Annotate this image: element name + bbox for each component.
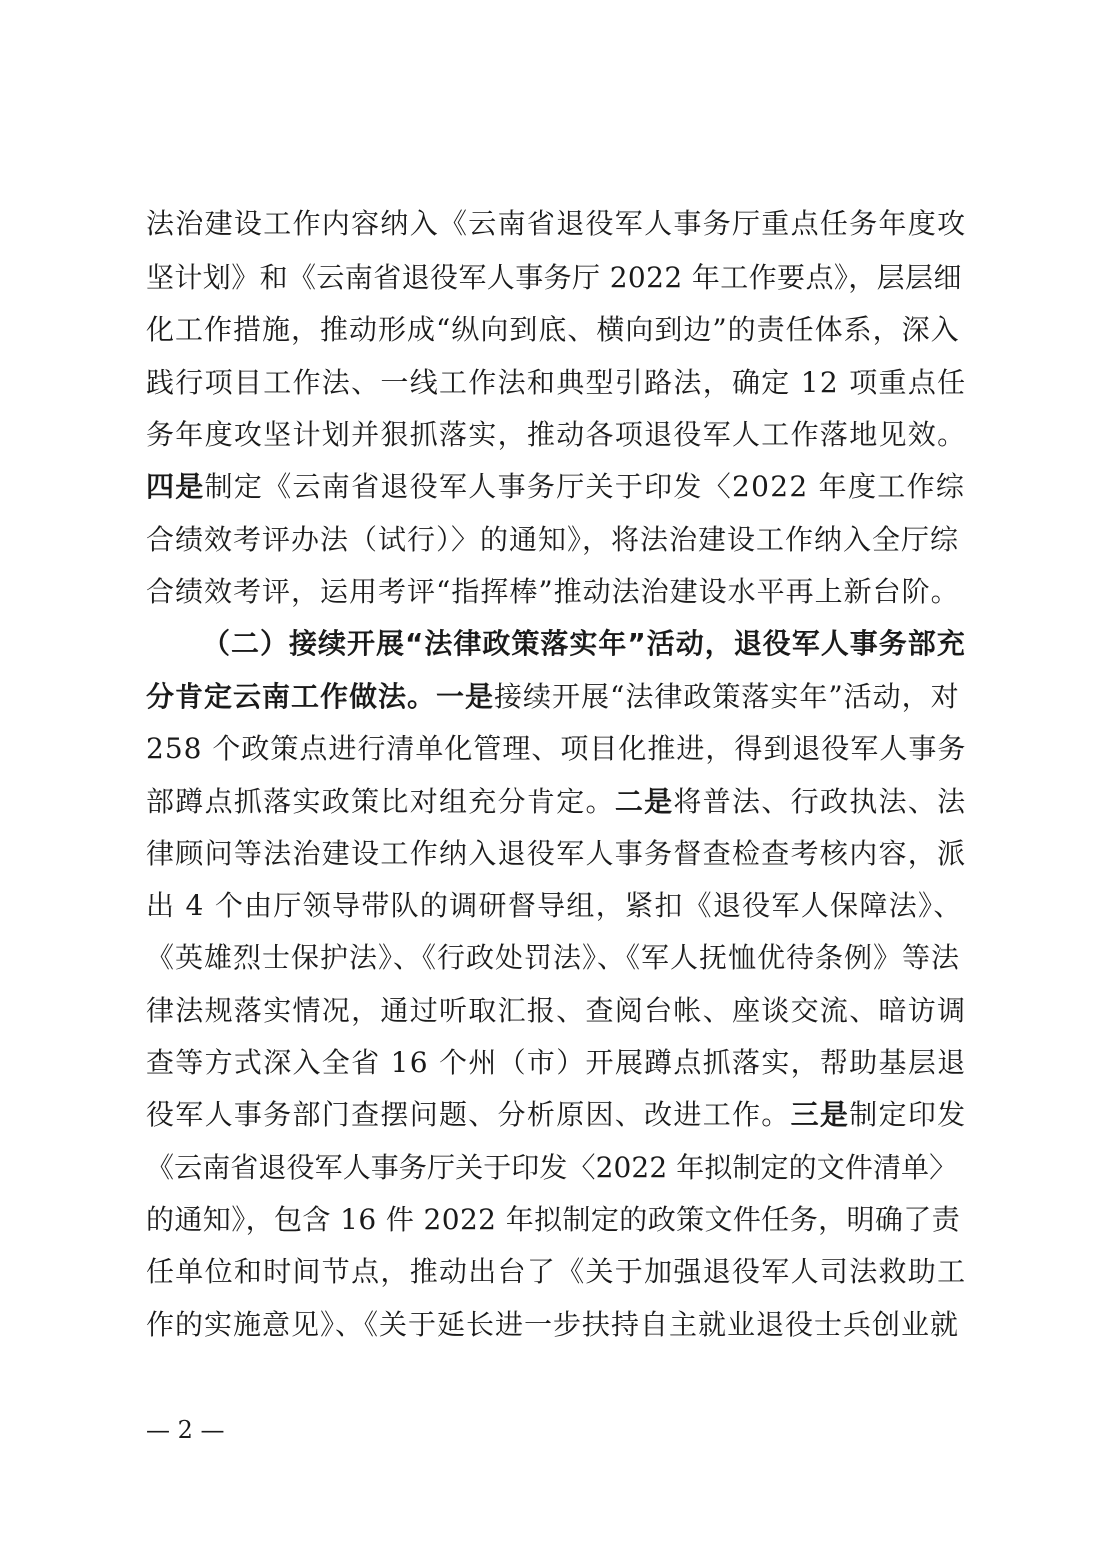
text-line: 任单位和时间节点，推动出台了《关于加强退役军人司法救助工: [146, 1255, 967, 1288]
text-line: 四是制定《云南省退役军人事务厅关于印发〈2022 年度工作综: [146, 470, 966, 503]
page-number: — 2 —: [146, 1416, 225, 1444]
text-line: 律顾问等法治建设工作纳入退役军人事务督查检查考核内容，派: [146, 837, 967, 870]
text-line: 的通知》，包含 16 件 2022 年拟制定的政策文件任务，明确了责: [146, 1203, 961, 1236]
text-line: 作的实施意见》、《关于延长进一步扶持自主就业退役士兵创业就: [146, 1308, 960, 1341]
text-line: 践行项目工作法、一线工作法和典型引路法，确定 12 项重点任: [146, 366, 967, 399]
text-line: 258 个政策点进行清单化管理、项目化推进，得到退役军人事务: [146, 732, 967, 765]
text-line: 部蹲点抓落实政策比对组充分肯定。二是将普法、行政执法、法: [146, 785, 967, 818]
text-line: 出 4 个由厅领导带队的调研督导组，紧扣《退役军人保障法》、: [146, 889, 963, 922]
text-line: 务年度攻坚计划并狠抓落实，推动各项退役军人工作落地见效。: [146, 418, 967, 451]
text-line: 化工作措施，推动形成“纵向到底、横向到边”的责任体系，深入: [146, 313, 960, 346]
text-line: 合绩效考评，运用考评“指挥棒”推动法治建设水平再上新台阶。: [146, 575, 960, 608]
text-line: 查等方式深入全省 16 个州（市）开展蹲点抓落实，帮助基层退: [146, 1046, 967, 1079]
text-line: 《英雄烈士保护法》、《行政处罚法》、《军人抚恤优待条例》等法: [146, 941, 961, 974]
text-line: 坚计划》和《云南省退役军人事务厅 2022 年工作要点》，层层细: [146, 261, 962, 294]
text-line: 法治建设工作内容纳入《云南省退役军人事务厅重点任务年度攻: [146, 207, 967, 240]
text-line: 合绩效考评办法（试行）〉的通知》，将法治建设工作纳入全厅综: [146, 523, 960, 556]
text-line: 律法规落实情况，通过听取汇报、查阅台帐、座谈交流、暗访调: [146, 994, 967, 1027]
text-line: 役军人事务部门查摆问题、分析原因、改进工作。三是制定印发: [146, 1098, 967, 1131]
text-line: 《云南省退役军人事务厅关于印发〈2022 年拟制定的文件清单〉: [146, 1151, 958, 1184]
section-heading: （二）接续开展“法律政策落实年”活动，退役军人事务部充: [202, 627, 966, 660]
text-line: 分肯定云南工作做法。一是接续开展“法律政策落实年”活动，对: [146, 680, 960, 713]
